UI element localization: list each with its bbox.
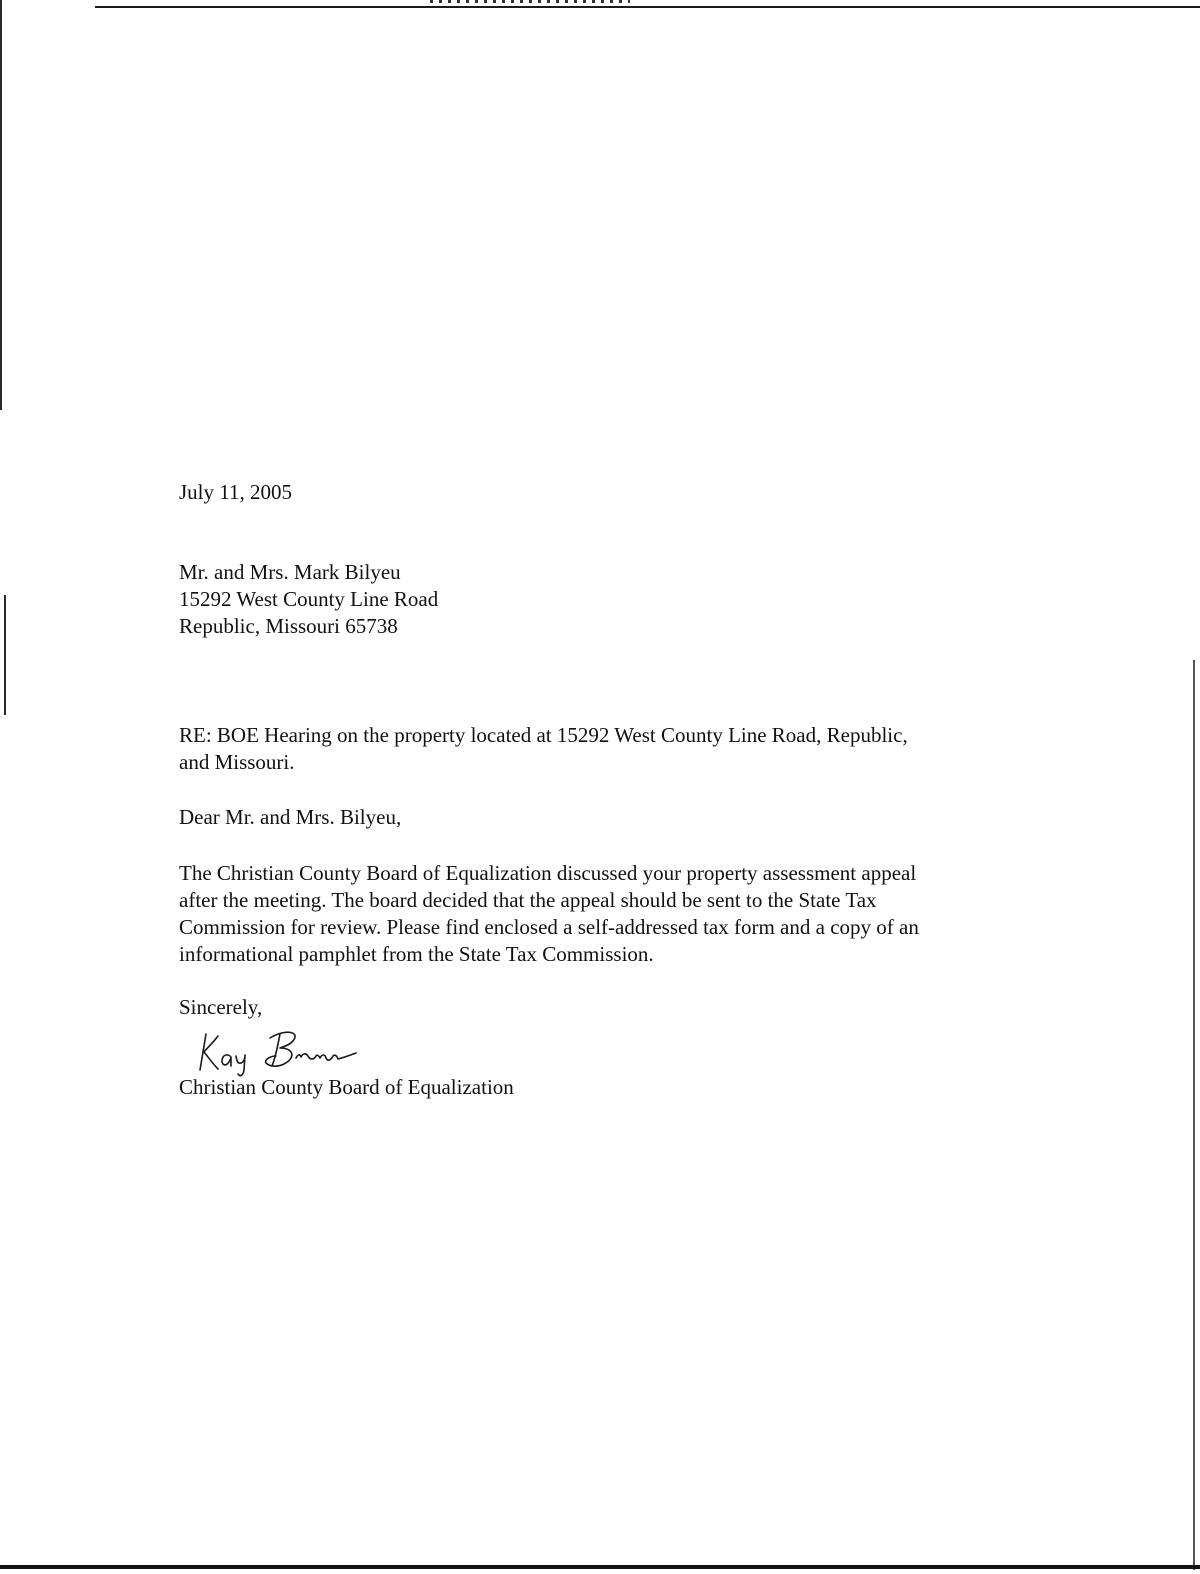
letter-date: July 11, 2005 xyxy=(179,480,292,504)
organization-name: Christian County Board of Equalization xyxy=(179,1075,514,1099)
scan-right-edge xyxy=(1193,660,1195,1570)
body-line: Commission for review. Please find enclosed a self-addressed tax form and a copy of an xyxy=(179,915,919,939)
handwritten-signature xyxy=(196,1020,376,1078)
letter-body xyxy=(179,860,919,968)
subject-line-1: RE: BOE Hearing on the property located at 15292 West County Line Road, Republic, xyxy=(179,723,908,747)
salutation: Dear Mr. and Mrs. Bilyeu, xyxy=(179,805,402,829)
body-line: informational pamphlet from the State Tax Commission. xyxy=(179,942,654,966)
body-line: The Christian County Board of Equalization discussed your property assessment appeal xyxy=(179,861,917,885)
closing: Sincerely, xyxy=(179,995,263,1019)
body-line: after the meeting. The board decided that the appeal should be sent to the State Tax xyxy=(179,888,877,912)
recipient-street: 15292 West County Line Road xyxy=(179,587,439,611)
scan-bottom-edge xyxy=(0,1565,1200,1569)
scan-left-artifact xyxy=(4,595,6,715)
subject-line-2: and Missouri. xyxy=(179,750,295,774)
recipient-city-state-zip: Republic, Missouri 65738 xyxy=(179,614,398,638)
scan-left-edge xyxy=(0,0,2,410)
scan-top-edge xyxy=(95,6,1200,8)
scan-top-artifact xyxy=(430,0,630,3)
recipient-name: Mr. and Mrs. Mark Bilyeu xyxy=(179,560,401,584)
